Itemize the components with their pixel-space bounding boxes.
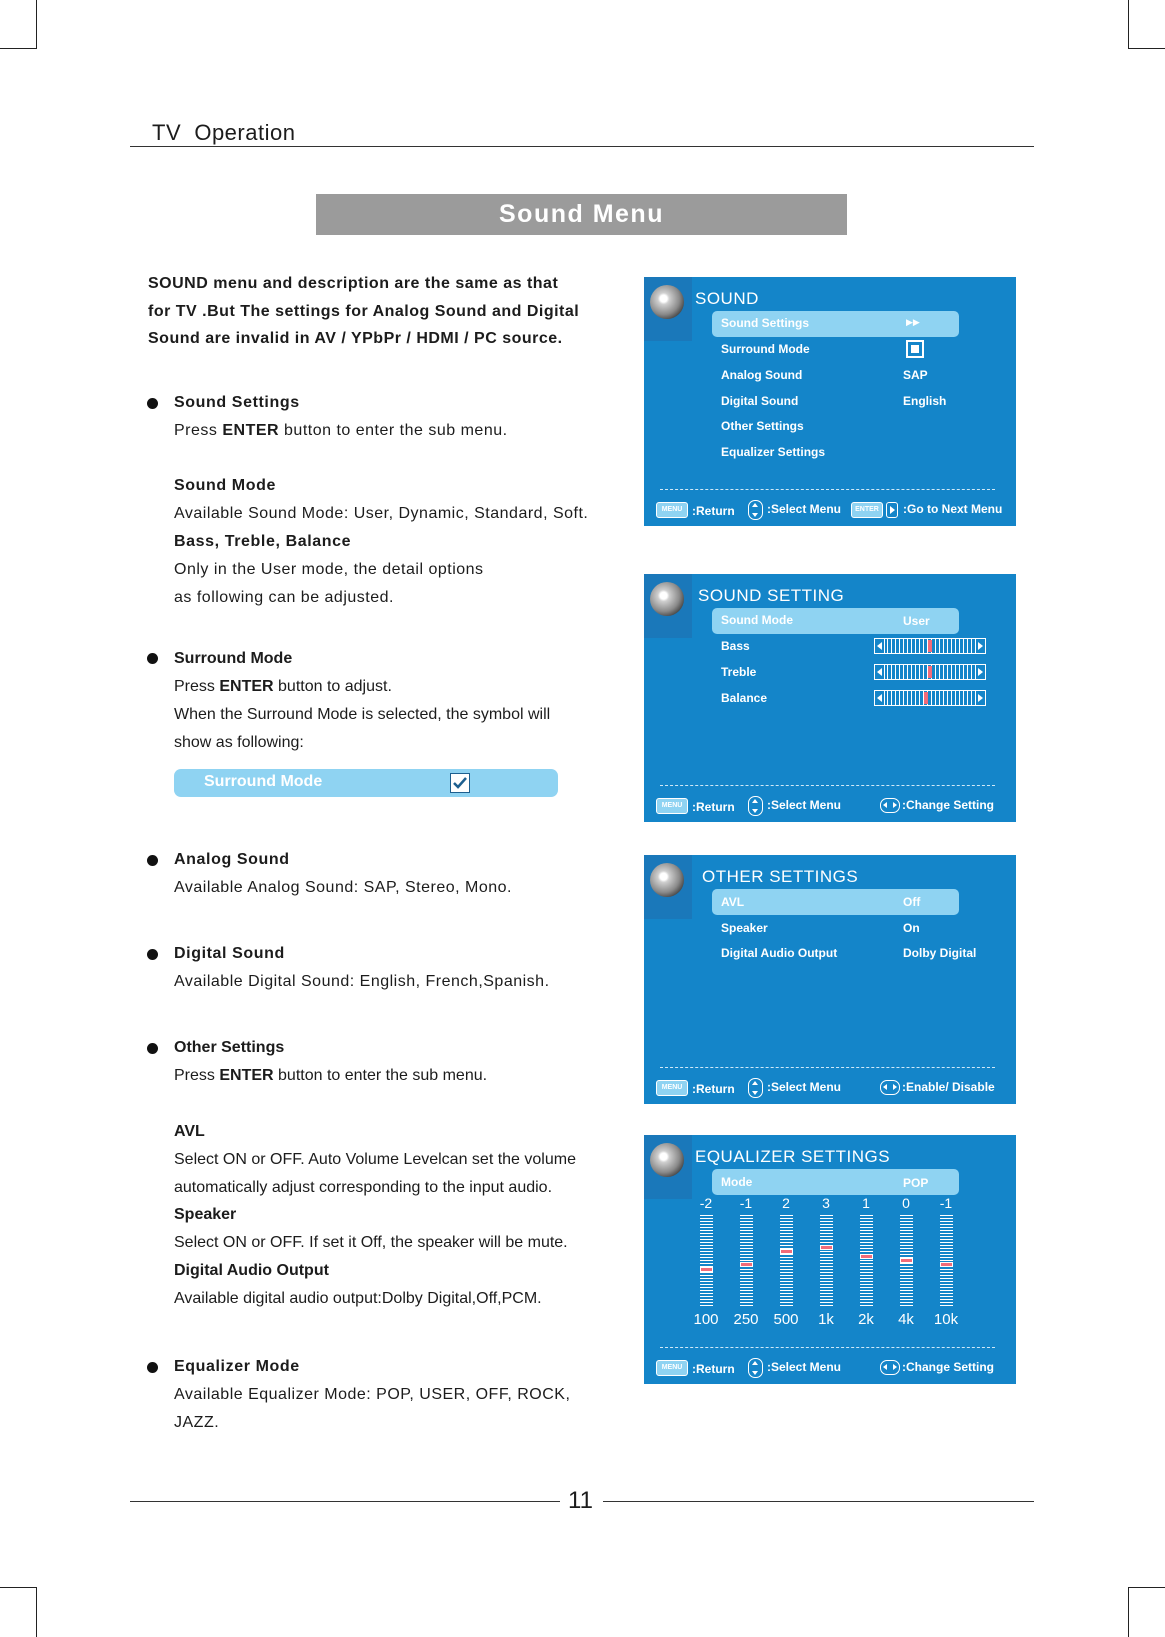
section-text: Select ON or OFF. If set it Off, the speaker will be mute. — [174, 1234, 568, 1251]
menu-key-icon: MENU — [656, 1080, 688, 1096]
eq-band-frequency: 4k — [898, 1311, 914, 1328]
crop-mark — [0, 1587, 36, 1588]
eq-band-frequency: 2k — [858, 1311, 874, 1328]
menu-key-icon: MENU — [656, 502, 688, 518]
eq-band-value: -1 — [939, 1195, 953, 1211]
page-number: 11 — [568, 1487, 593, 1514]
menu-item-avl[interactable]: AVL — [721, 895, 745, 909]
intro-line: for TV .But The settings for Analog Sound and Digital — [148, 302, 580, 320]
menu-item-speaker[interactable]: Speaker — [721, 921, 768, 935]
menu-value: On — [903, 921, 920, 935]
eq-band-slider[interactable] — [860, 1215, 873, 1306]
crop-mark — [36, 1587, 37, 1637]
section-text: Available Digital Sound: English, French,Spanish. — [174, 973, 550, 990]
eq-band-frequency: 250 — [733, 1311, 759, 1328]
bass-slider-knob[interactable] — [928, 640, 932, 652]
footer-rule — [603, 1501, 1034, 1502]
footer-return: :Return — [692, 1082, 735, 1096]
up-down-icon — [748, 1358, 763, 1378]
left-right-icon — [880, 798, 900, 813]
eq-band-knob[interactable] — [740, 1262, 753, 1267]
menu-item-treble[interactable]: Treble — [721, 665, 757, 679]
eq-band-frequency: 500 — [773, 1311, 799, 1328]
section-text: Only in the User mode, the detail options — [174, 561, 484, 578]
speaker-icon — [650, 1143, 684, 1177]
eq-band-slider[interactable] — [940, 1215, 953, 1306]
menu-value: English — [903, 394, 947, 408]
menu-key-icon: MENU — [656, 1360, 688, 1376]
section-text: Available digital audio output:Dolby Digital,Off,PCM. — [174, 1290, 542, 1307]
sub-title: Digital Audio Output — [174, 1262, 329, 1279]
double-arrow-icon: ▶▶ — [906, 317, 920, 327]
up-down-icon — [748, 796, 763, 816]
osd-title: OTHER SETTINGS — [702, 867, 859, 886]
osd-title: SOUND — [695, 289, 759, 308]
bullet-icon — [147, 949, 158, 960]
eq-band-frequency: 10k — [933, 1311, 959, 1328]
osd-highlight — [712, 889, 959, 915]
intro-line: Sound are invalid in AV / YPbPr / HDMI / PC source. — [148, 330, 563, 347]
menu-key-icon: MENU — [656, 798, 688, 814]
eq-band-knob[interactable] — [940, 1262, 953, 1267]
bullet-icon — [147, 398, 158, 409]
footer-select: :Select Menu — [767, 1080, 842, 1094]
section-title: Surround Mode — [174, 650, 293, 667]
section-text: Press ENTER button to adjust. — [174, 678, 392, 695]
bullet-icon — [147, 1043, 158, 1054]
sub-title: Sound Mode — [174, 477, 276, 494]
checkbox-icon — [906, 340, 924, 358]
eq-band-value: 1 — [862, 1195, 870, 1211]
crop-mark — [1128, 1587, 1165, 1588]
osd-other-settings — [644, 855, 1016, 1104]
section-text: automatically adjust corresponding to the input audio. — [174, 1179, 553, 1196]
section-title: Other Settings — [174, 1039, 285, 1056]
osd-divider — [660, 785, 995, 786]
sub-title: Bass, Treble, Balance — [174, 533, 352, 550]
eq-band-value: -1 — [739, 1195, 753, 1211]
footer-change: :Change Setting — [902, 798, 994, 812]
menu-item-balance[interactable]: Balance — [721, 691, 768, 705]
footer-return: :Return — [692, 504, 735, 518]
menu-value: Dolby Digital — [903, 946, 977, 960]
osd-sound-menu — [644, 277, 1016, 526]
osd-title: EQUALIZER SETTINGS — [695, 1147, 891, 1166]
footer-change: :Change Setting — [902, 1360, 994, 1374]
menu-item-analog-sound[interactable]: Analog Sound — [721, 368, 803, 382]
menu-item-surround-mode[interactable]: Surround Mode — [721, 342, 810, 356]
surround-mode-example — [174, 769, 558, 797]
left-right-icon — [880, 1360, 900, 1375]
section-text: Press ENTER button to enter the sub menu. — [174, 1067, 488, 1084]
menu-value: SAP — [903, 368, 928, 382]
eq-band-knob[interactable] — [700, 1267, 713, 1272]
eq-band-value: 2 — [782, 1195, 790, 1211]
section-title: Digital Sound — [174, 945, 285, 962]
menu-value: Off — [903, 895, 921, 909]
eq-band-frequency: 100 — [693, 1311, 719, 1328]
section-text: Available Equalizer Mode: POP, USER, OFF, ROCK, — [174, 1386, 571, 1403]
up-down-icon — [748, 500, 763, 520]
section-text: Select ON or OFF. Auto Volume Levelcan set the volume — [174, 1151, 576, 1168]
footer-next: :Go to Next Menu — [903, 502, 1003, 516]
sub-title: AVL — [174, 1123, 205, 1140]
footer-select: :Select Menu — [767, 502, 842, 516]
section-text: Available Sound Mode: User, Dynamic, Standard, Soft. — [174, 505, 589, 522]
section-text: Press ENTER button to enter the sub menu. — [174, 422, 508, 439]
right-arrow-icon — [886, 502, 898, 518]
speaker-icon — [650, 285, 684, 319]
section-title: Sound Settings — [174, 394, 300, 411]
eq-band-slider[interactable] — [740, 1215, 753, 1306]
section-text: as following can be adjusted. — [174, 589, 394, 606]
crop-mark — [0, 48, 36, 49]
bullet-icon — [147, 653, 158, 664]
eq-band-value: -2 — [699, 1195, 713, 1211]
footer-select: :Select Menu — [767, 798, 842, 812]
footer-rule — [130, 1501, 560, 1502]
left-right-icon — [880, 1080, 900, 1095]
eq-band-slider[interactable] — [900, 1215, 913, 1306]
menu-item-sound-settings[interactable]: Sound Settings — [721, 316, 809, 330]
up-down-icon — [748, 1078, 763, 1098]
surround-mode-label: Surround Mode — [204, 773, 323, 790]
bass-slider[interactable] — [874, 638, 986, 654]
osd-divider — [660, 489, 995, 490]
speaker-icon — [650, 582, 684, 616]
eq-band-value: 3 — [822, 1195, 830, 1211]
footer-return: :Return — [692, 800, 735, 814]
treble-slider[interactable] — [874, 664, 986, 680]
section-text: When the Surround Mode is selected, the symbol will — [174, 706, 551, 723]
bullet-icon — [147, 855, 158, 866]
osd-sound-setting — [644, 574, 1016, 822]
menu-item-digital-audio-output[interactable]: Digital Audio Output — [721, 946, 838, 960]
osd-equalizer-settings — [644, 1135, 1016, 1384]
treble-slider-knob[interactable] — [928, 666, 932, 678]
crop-mark — [36, 0, 37, 49]
balance-slider-knob[interactable] — [924, 692, 928, 704]
eq-band-slider[interactable] — [820, 1215, 833, 1306]
intro-paragraph — [148, 270, 618, 353]
eq-band-knob[interactable] — [820, 1245, 833, 1250]
menu-item-digital-sound[interactable]: Digital Sound — [721, 394, 799, 408]
enter-key-icon: ENTER — [851, 502, 883, 518]
osd-divider — [660, 1347, 995, 1348]
crop-mark — [1128, 1587, 1129, 1637]
section-header: TV Operation — [152, 120, 296, 145]
section-title: Equalizer Mode — [174, 1358, 300, 1375]
sub-title: Speaker — [174, 1206, 237, 1223]
menu-item-equalizer-settings[interactable]: Equalizer Settings — [721, 445, 826, 459]
section-text: show as following: — [174, 734, 304, 751]
menu-value: User — [903, 614, 930, 628]
eq-band-frequency: 1k — [818, 1311, 834, 1328]
intro-line: SOUND menu and description are the same as that — [148, 275, 559, 292]
footer-toggle: :Enable/ Disable — [902, 1080, 995, 1094]
bullet-icon — [147, 1362, 158, 1373]
menu-item-eq-mode[interactable]: Mode — [721, 1175, 753, 1189]
crop-mark — [1128, 0, 1129, 49]
section-text: JAZZ. — [174, 1414, 220, 1431]
eq-band-slider[interactable] — [780, 1215, 793, 1306]
menu-value: POP — [903, 1176, 929, 1190]
page-banner: Sound Menu — [316, 194, 847, 235]
crop-mark — [1128, 48, 1165, 49]
eq-band-knob[interactable] — [900, 1258, 913, 1263]
menu-item-sound-mode[interactable]: Sound Mode — [721, 613, 793, 627]
menu-item-bass[interactable]: Bass — [721, 639, 750, 653]
speaker-icon — [650, 863, 684, 897]
balance-slider[interactable] — [874, 690, 986, 706]
footer-select: :Select Menu — [767, 1360, 842, 1374]
header-rule — [130, 146, 1034, 147]
footer-return: :Return — [692, 1362, 735, 1376]
eq-band-knob[interactable] — [780, 1249, 793, 1254]
checkbox-checked-icon — [450, 773, 470, 793]
osd-title: SOUND SETTING — [698, 586, 845, 605]
eq-band-knob[interactable] — [860, 1254, 873, 1259]
eq-band-slider[interactable] — [700, 1215, 713, 1306]
osd-divider — [660, 1067, 995, 1068]
eq-band-value: 0 — [902, 1195, 910, 1211]
menu-item-other-settings[interactable]: Other Settings — [721, 419, 804, 433]
section-text: Available Analog Sound: SAP, Stereo, Mono. — [174, 879, 512, 896]
section-title: Analog Sound — [174, 851, 290, 868]
